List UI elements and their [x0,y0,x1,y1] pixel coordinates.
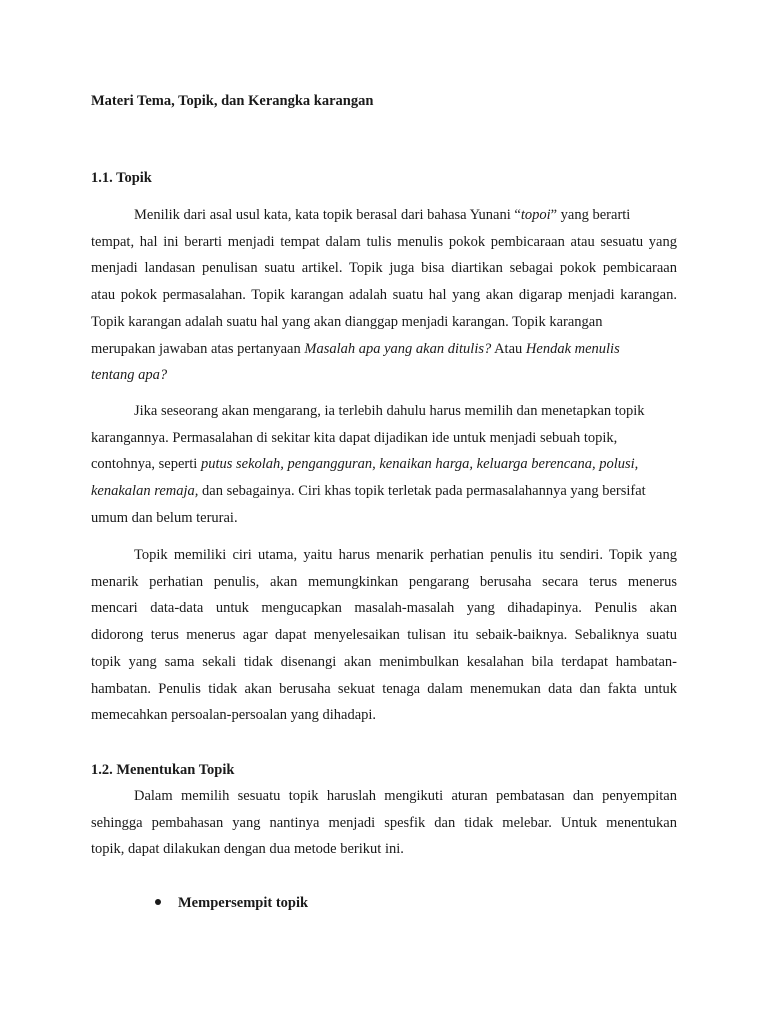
paragraph-line: kenakalan remaja, dan sebagainya. Ciri khas topik terletak pada permasalahannya yang bersifat [91,483,646,500]
paragraph [91,542,677,729]
paragraph-line: hambatan. Penulis tidak akan berusaha sekuat tenaga dalam menemukan data dan fakta untuk [91,680,677,697]
paragraph-line: didorong terus menerus agar dapat menyelesaikan tulisan itu sebaik-baiknya. Sebaliknya suatu [91,627,677,644]
document-title: Materi Tema, Topik, dan Kerangka karangan [91,93,374,109]
paragraph [91,202,677,389]
paragraph-line: memecahkan persoalan-persoalan yang dihadapi. [91,707,377,724]
paragraph-line: tentang apa? [91,367,168,384]
paragraph-line: sehingga pembahasan yang nantinya menjadi spesfik dan tidak melebar. Untuk menentukan [91,814,677,831]
paragraph-line: contohnya, seperti putus sekolah, pengangguran, kenaikan harga, keluarga berencana, polusi, [91,456,639,473]
paragraph-line: Topik karangan adalah suatu hal yang akan dianggap menjadi karangan. Topik karangan [91,313,603,330]
paragraph-line: topik, dapat dilakukan dengan dua metode berikut ini. [91,841,404,858]
paragraph-line: Topik memiliki ciri utama, yaitu harus menarik perhatian penulis itu sendiri. Topik yang [134,547,677,563]
paragraph-line: umum dan belum terurai. [91,509,238,526]
paragraph-line: atau pokok permasalahan. Topik karangan adalah suatu hal yang akan digarap menjadi karangan. [91,287,677,304]
paragraph [91,398,677,532]
paragraph-line: Menilik dari asal usul kata, kata topik berasal dari bahasa Yunani “topoi” yang berarti [134,207,631,223]
paragraph-line: Dalam memilih sesuatu topik haruslah mengikuti aturan pembatasan dan penyempitan [134,788,677,804]
paragraph-line: tempat, hal ini berarti menjadi tempat dalam tulis menulis pokok pembicaraan atau sesuatu yang [91,233,677,250]
bullet-label: Mempersempit topik [178,895,309,911]
paragraph-line: karangannya. Permasalahan di sekitar kita dapat dijadikan ide untuk menjadi sebuah topik, [91,429,618,446]
section-heading-menentukan-topik: 1.2. Menentukan Topik [91,762,235,778]
paragraph-line: mencari data-data untuk mengucapkan masalah-masalah yang dihadapinya. Penulis akan [91,600,677,617]
paragraph-line: Jika seseorang akan mengarang, ia terlebih dahulu harus memilih dan menetapkan topik [134,403,645,419]
paragraph [91,783,677,863]
section-heading-topik: 1.1. Topik [91,170,152,186]
paragraph-line: menjadi landasan penulisan suatu artikel. Topik juga bisa diartikan sebagai pokok pembicaraan [91,260,677,277]
bullet-item [155,895,308,912]
paragraph-line: topik yang sama sekali tidak disenangi akan menimbulkan kesalahan bila terdapat hambatan- [91,653,677,670]
paragraph-line: menarik perhatian penulis, akan memungkinkan pengarang berusaha secara terus menerus [91,573,677,590]
bullet-dot-icon [155,899,161,905]
paragraph-line: merupakan jawaban atas pertanyaan Masalah apa yang akan ditulis? Atau Hendak menulis [91,340,620,357]
